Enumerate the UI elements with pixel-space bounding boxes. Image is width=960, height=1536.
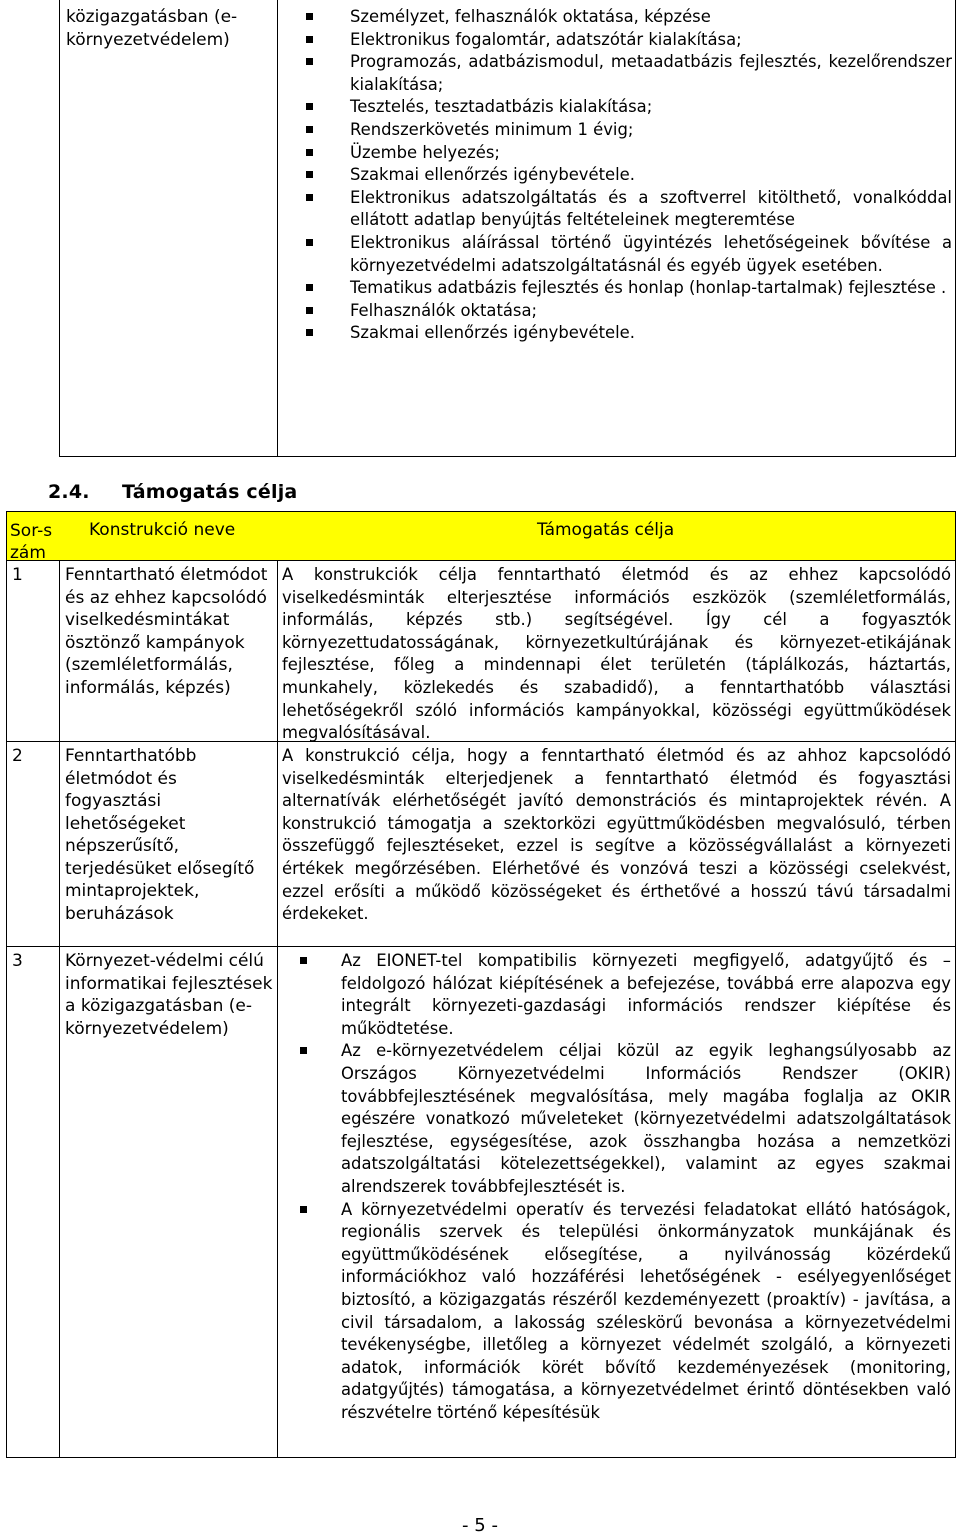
header-construction-name: Konstrukció neve — [89, 520, 236, 540]
support-goal-list — [282, 950, 951, 1424]
construction-name: Fenntartható életmódot és az ehhez kapcsolódó viselkedésmintákat ösztönző kampányok (szemléletformálás, informálás, képzés) — [65, 565, 268, 698]
table-row — [7, 742, 955, 947]
list-item: Programozás, adatbázismodul, metaadatbázis fejlesztés, kezelőrendszer kialakítása; — [284, 51, 952, 96]
section-title: Támogatás célja — [122, 481, 298, 503]
header-sorszam — [10, 520, 58, 564]
list-item: Az EIONET-tel kompatibilis környezeti megfigyelő, adatgyűjtő és –feldolgozó hálózat kiépítésének a befejezése, továbbá erre alapozva egy integrált környezeti-gazdasági információs rendszer kiépítése és működtetése. — [282, 950, 951, 1040]
construction-name: Környezet-védelmi célú informatikai fejlesztések a közigazgatásban (e-környezetvédelem) — [65, 951, 273, 1039]
table-row — [7, 947, 955, 1457]
table-row — [7, 561, 955, 742]
support-goals-table — [6, 511, 956, 1458]
section-number: 2.4. — [48, 481, 90, 503]
construction-name: Fenntarthatóbb életmódot és fogyasztási lehetőségeket népszerűsítő, terjedésüket elősegítő mintaprojektek, beruházások — [65, 746, 255, 924]
list-item: Tematikus adatbázis fejlesztés és honlap (honlap-tartalmak) fejlesztése . — [284, 277, 952, 300]
construction-name-cell: közigazgatásban (e-környezetvédelem) — [60, 0, 278, 456]
list-item: Az e-környezetvédelem céljai közül az egyik leghangsúlyosabb az Országos Környezetvédelmi Információs Rendszer (OKIR) továbbfejlesztésének megvalósítása, mely magába foglalja az OKIR egészére vonatkozó műveleteket (környezetvédelmi adatszolgáltatások fejlesztése, egységesítése, azok összhangba hozása a nemzetközi adatszolgáltatási kötelezettségekkel), valamint az egyes szakmai alrendszerek továbbfejlesztését is. — [282, 1040, 951, 1198]
page-number: - 5 - — [462, 1515, 498, 1536]
list-item: Elektronikus fogalomtár, adatszótár kialakítása; — [284, 29, 952, 52]
row-number: 1 — [12, 565, 23, 585]
list-item: Személyzet, felhasználók oktatása, képzése — [284, 6, 952, 29]
list-item: Szakmai ellenőrzés igénybevétele. — [284, 164, 952, 187]
list-item: A környezetvédelmi operatív és tervezési feladatokat ellátó hatóságok, regionális szervek és települési önkormányzatok munkájának és együttműködésének elősegítése, a nyilvánosság közérdekű információkhoz való hozzáférési lehetőségének - esélyegyenlőséget biztosító, a közigazgatás részéről kezdeményezett (proaktív) - javítása, a civil társadalom, a lakosság széleskörű bevonása a környezetvédelmi tevékenységbe, illetőleg a környezet védelmét szolgáló, a környezeti adatok, információk körét bővítő kezdeményezések (monitoring, adatgyűjtés) támogatása, a környezetvédelmet érintő döntésekben való részvételre történő képesítésük — [282, 1199, 951, 1425]
list-item: Elektronikus adatszolgáltatás és a szoftverrel kitölthető, vonalkóddal ellátott adatlap benyújtás feltételeinek megteremtése — [284, 187, 952, 232]
table-header — [7, 512, 955, 561]
header-sorszam-label: Sor-szám — [10, 521, 53, 563]
list-item: Szakmai ellenőrzés igénybevétele. — [284, 322, 952, 345]
list-item: Tesztelés, tesztadatbázis kialakítása; — [284, 96, 952, 119]
list-item: Rendszerkövetés minimum 1 évig; — [284, 119, 952, 142]
activities-cell — [278, 0, 955, 345]
list-item: Üzembe helyezés; — [284, 142, 952, 165]
support-goal-text: A konstrukció célja, hogy a fenntartható életmód és az ahhoz kapcsolódó viselkedésminták elterjedjenek a fenntartható életmód és fogyasztási alternatívák elérhetőségét javító demonstrációs és mintaprojektek révén. A konstrukció támogatja a szektorközi együttműködésben megvalósuló, térben összefüggő fejlesztéseket, ezzel is segítve a közösségvállalást a környezeti értékek megőrzésében. Elérhetővé és vonzóvá teszi a közösségi cselekvést, ezzel erősíti a működő közösségeket és érthetővé a hosszú távú társadalmi érdekeket. — [282, 746, 951, 924]
activities-list — [284, 6, 952, 345]
row-number: 2 — [12, 746, 23, 766]
list-item: Elektronikus aláírással történő ügyintézés lehetőségeinek bővítése a környezetvédelmi adatszolgáltatásnál és egyéb ügyek esetében. — [284, 232, 952, 277]
continuation-table — [59, 0, 956, 457]
support-goal-text: A konstrukciók célja fenntartható életmód és az ehhez kapcsolódó viselkedésminták elterjesztése információs eszközök (szemléletformálás, informálás, képzés stb.) segítségével. Így cél a fogyasztók környezettudatosságának, környezetkultúrájának és környezet-etikájának fejlesztése, főleg a mindennapi élet területén (táplálkozás, háztartás, munkahely, közlekedés és szabadidő), a fenntarthatóbb választási lehetőségekről szóló információs kampányokkal, közösségi együttműködések megvalósításával. — [282, 565, 951, 743]
row-number: 3 — [12, 951, 23, 971]
header-support-goal: Támogatás célja — [537, 520, 675, 540]
support-goal-text — [282, 950, 951, 1424]
section-heading — [48, 481, 297, 503]
list-item: Felhasználók oktatása; — [284, 300, 952, 323]
